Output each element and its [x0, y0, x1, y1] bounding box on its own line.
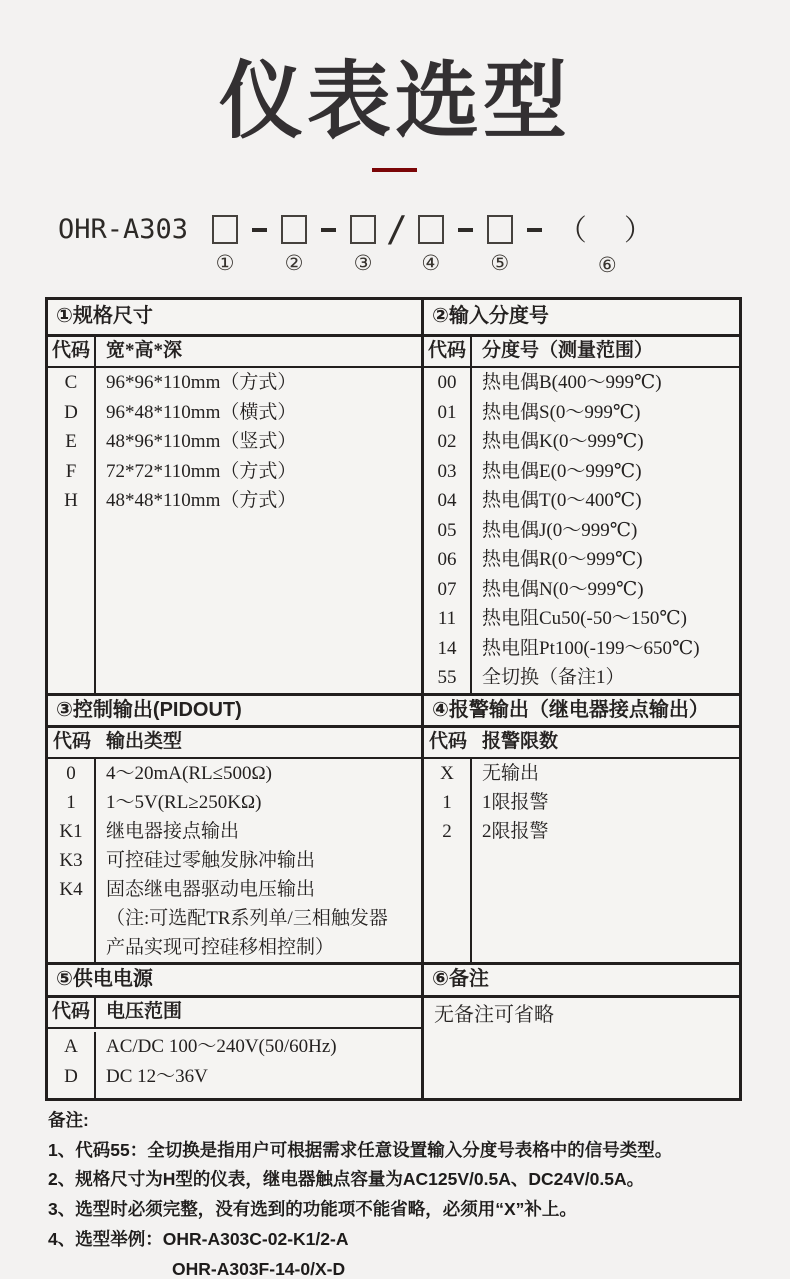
- section-input-graduation: [424, 300, 739, 693]
- value-column-label: 宽*高*深: [106, 340, 183, 361]
- table-band-3: [48, 965, 739, 1098]
- code-cell: H: [64, 490, 78, 511]
- selection-table: [45, 297, 742, 1101]
- code-column-label: 代码: [52, 731, 91, 752]
- section-data: [48, 368, 421, 693]
- value-cell: 热电偶T(0～400℃): [482, 490, 642, 511]
- column-header: [424, 337, 739, 368]
- value-column-label: 分度号（测量范围）: [482, 340, 654, 361]
- model-box-5: [487, 215, 513, 244]
- value-cell: 热电偶J(0～999℃): [482, 519, 638, 541]
- section-data: [424, 759, 739, 962]
- model-field-1: [204, 214, 246, 274]
- code-cell: D: [64, 401, 78, 423]
- code-cell: 11: [437, 608, 457, 629]
- value-cell: 1～5V(RL≥250KΩ): [106, 792, 262, 813]
- circled-number-3: ③: [353, 251, 373, 275]
- section-data: [48, 759, 421, 962]
- slash-separator: /: [386, 209, 408, 250]
- value-cell: 热电偶N(0～999℃): [482, 578, 644, 600]
- value-cell: 1限报警: [482, 792, 549, 813]
- separator-dash-3: [452, 214, 479, 232]
- footnote-example-line2: OHR-A303F-14-0/X-D: [172, 1258, 346, 1279]
- footnote-item: 2、规格尺寸为H型的仪表，继电器触点容量为AC125V/0.5A、DC24V/0.5A。: [48, 1169, 645, 1190]
- value-cell: 48*48*110mm（方式）: [106, 490, 297, 511]
- column-header: [48, 998, 421, 1029]
- code-column: [424, 759, 472, 962]
- value-cell: 全切换（备注1）: [482, 667, 625, 688]
- value-column-label: 电压范围: [106, 1001, 183, 1022]
- code-cell: 04: [437, 490, 457, 511]
- section-spec-size: [48, 300, 421, 693]
- value-cell: 热电偶R(0～999℃): [482, 549, 643, 570]
- code-cell: A: [64, 1036, 78, 1057]
- model-field-2: [273, 214, 315, 274]
- model-prefix-unit: [58, 214, 204, 246]
- code-column-label: 代码: [424, 337, 472, 366]
- model-field-4: [410, 214, 452, 274]
- code-cell: K3: [59, 850, 83, 871]
- footnote-heading: 备注:: [48, 1110, 89, 1130]
- code-cell: C: [64, 372, 78, 393]
- code-cell: 01: [437, 401, 457, 423]
- value-column-label: 报警限数: [482, 731, 559, 752]
- value-column-label: 输出类型: [106, 731, 183, 752]
- dash-icon: [321, 228, 336, 232]
- code-cell: [48, 904, 94, 933]
- section-title: ④报警输出（继电器接点输出）: [424, 696, 739, 728]
- value-cell: 热电阻Cu50(-50～150℃): [482, 608, 687, 629]
- section-control-output: [48, 696, 421, 962]
- footnotes: [48, 1106, 758, 1279]
- code-column-label: 代码: [48, 337, 96, 366]
- code-cell: K1: [59, 821, 83, 842]
- column-header: [48, 337, 421, 368]
- value-cell: 热电偶B(400～999℃): [482, 372, 662, 393]
- model-box-4: [418, 215, 444, 244]
- value-column: [472, 759, 739, 962]
- model-field-5: [479, 214, 521, 274]
- code-column-label: 代码: [48, 998, 96, 1027]
- value-cell: AC/DC 100～240V(50/60Hz): [106, 1036, 337, 1057]
- page-title: 仪表选型: [218, 54, 571, 148]
- code-cell: 1: [66, 792, 76, 813]
- code-cell: 00: [437, 372, 457, 393]
- value-cell: 4～20mA(RL≤500Ω): [106, 763, 272, 784]
- section-remark: [424, 965, 739, 1098]
- section-data: [48, 1029, 421, 1098]
- code-cell: 14: [437, 637, 457, 659]
- value-cell: 无输出: [482, 763, 540, 784]
- code-column-label: 代码: [428, 731, 467, 752]
- code-cell: D: [64, 1066, 78, 1087]
- code-column: [48, 759, 96, 962]
- code-cell: 02: [437, 431, 457, 452]
- code-cell: 1: [442, 792, 452, 813]
- code-cell: K4: [59, 879, 83, 900]
- footnote-item: 1、代码55：全切换是指用户可根据需求任意设置输入分度号表格中的信号类型。: [48, 1139, 673, 1160]
- section-title: ⑥备注: [424, 965, 739, 998]
- code-cell: 06: [437, 549, 457, 570]
- code-cell: 05: [437, 519, 457, 541]
- circled-number-5: ⑤: [490, 251, 510, 275]
- model-field-3: [342, 214, 384, 274]
- value-cell: 72*72*110mm（方式）: [106, 460, 297, 482]
- column-header: [48, 728, 421, 759]
- value-cell: 热电偶E(0～999℃): [482, 460, 642, 482]
- model-code-line: [58, 209, 667, 277]
- value-cell: 可控硅过零触发脉冲输出: [106, 850, 316, 871]
- value-cell: 48*96*110mm（竖式）: [106, 431, 297, 452]
- code-column: [48, 368, 96, 693]
- remark-content: 无备注可省略: [434, 1004, 554, 1026]
- value-column: [96, 368, 421, 693]
- value-cell: 热电偶S(0～999℃): [482, 401, 641, 423]
- code-cell: 0: [66, 763, 76, 784]
- code-column: [48, 1032, 96, 1098]
- section-title: ②输入分度号: [424, 300, 739, 337]
- value-column: [96, 759, 421, 962]
- title-divider: [372, 168, 417, 172]
- code-cell: 2: [442, 821, 452, 842]
- code-cell: 07: [437, 578, 457, 600]
- model-prefix: OHR-A303: [58, 214, 189, 245]
- section-title: ⑤供电电源: [48, 965, 421, 998]
- section-title: ①规格尺寸: [48, 300, 421, 337]
- table-band-1: [48, 300, 739, 693]
- code-cell: X: [440, 763, 454, 784]
- separator-slash: [384, 209, 410, 250]
- value-cell: 固态继电器驱动电压输出: [106, 879, 316, 900]
- section-alarm-output: [424, 696, 739, 962]
- value-cell: 热电阻Pt100(-199～650℃): [482, 637, 700, 659]
- value-cell: 96*48*110mm（横式）: [106, 401, 297, 423]
- value-cell: 热电偶K(0～999℃): [482, 431, 644, 452]
- footnote-item: 4、选型举例：OHR-A303C-02-K1/2-A: [48, 1228, 349, 1249]
- code-cell: E: [65, 431, 77, 452]
- column-header: [424, 728, 739, 759]
- model-box-2: [281, 215, 307, 244]
- section-title: ③控制输出(PIDOUT): [48, 696, 421, 728]
- value-cell: DC 12～36V: [106, 1066, 208, 1087]
- dash-icon: [458, 228, 473, 232]
- code-column: [424, 368, 472, 693]
- separator-dash-1: [246, 214, 273, 232]
- code-cell: 55: [437, 667, 457, 688]
- separator-dash-4: [521, 214, 548, 232]
- section-data: [424, 368, 739, 693]
- circled-number-4: ④: [421, 251, 441, 275]
- dash-icon: [252, 228, 267, 232]
- dash-icon: [527, 228, 542, 232]
- parentheses-field: （ ）: [557, 213, 667, 247]
- value-cell: 96*96*110mm（方式）: [106, 372, 297, 393]
- value-cell: 产品实现可控硅移相控制）: [106, 937, 335, 958]
- circled-number-1: ①: [215, 251, 235, 275]
- section-power-supply: [48, 965, 421, 1098]
- code-cell: F: [65, 460, 77, 482]
- separator-dash-2: [315, 214, 342, 232]
- value-cell: 2限报警: [482, 821, 549, 842]
- code-cell: 03: [437, 460, 457, 482]
- value-cell: （注:可选配TR系列单/三相触发器: [106, 908, 388, 929]
- value-column: [96, 1032, 421, 1098]
- value-column: [472, 368, 739, 693]
- code-cell: [48, 933, 94, 962]
- footnote-item: 3、选型时必须完整，没有选到的功能项不能省略，必须用“X”补上。: [48, 1199, 577, 1220]
- value-cell: 继电器接点输出: [106, 821, 240, 842]
- circled-number-6: ⑥: [597, 253, 617, 277]
- model-field-6: [548, 214, 667, 276]
- model-box-3: [350, 215, 376, 244]
- table-band-2: [48, 696, 739, 962]
- circled-number-2: ②: [284, 251, 304, 275]
- model-box-1: [212, 215, 238, 244]
